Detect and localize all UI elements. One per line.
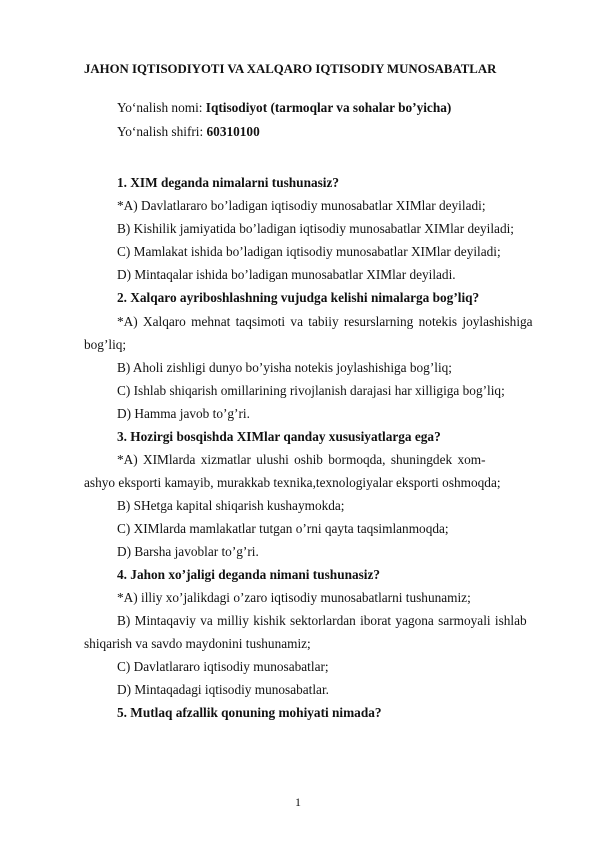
question-1: 1. XIM deganda nimalarni tushunasiz? <box>117 175 340 190</box>
q4-option-c: C) Davlatlararo iqtisodiy munosabatlar; <box>117 659 329 674</box>
code-label: Yo‘nalish shifri: <box>117 124 207 139</box>
question-4: 4. Jahon xo’jaligi deganda nimani tushunasiz? <box>117 567 381 582</box>
q1-option-a: *A) Davlatlararo bo’ladigan iqtisodiy munosabatlar XIMlar deyiladi; <box>117 198 486 213</box>
page-title: JAHON IQTISODIYOTI VA XALQARO IQTISODIY MUNOSABATLAR <box>84 62 497 76</box>
page-number: 1 <box>295 795 301 809</box>
question-5: 5. Mutlaq afzallik qonuning mohiyati nimada? <box>117 705 382 720</box>
q3-option-a-line1: *A) XIMlarda xizmatlar ulushi oshib bormoqda, shuningdek xom- <box>117 452 486 467</box>
q2-option-a-line1: *A) Xalqaro mehnat taqsimoti va tabiiy resurslarning notekis joylashishiga <box>117 314 533 329</box>
question-3: 3. Hozirgi bosqishda XIMlar qanday xususiyatlarga ega? <box>117 429 441 444</box>
direction-value: Iqtisodiyot (tarmoqlar va sohalar bo’yicha) <box>205 100 452 115</box>
direction-label: Yo‘nalish nomi: <box>117 100 206 115</box>
q3-option-c: C) XIMlarda mamlakatlar tutgan o’rni qayta taqsimlanmoqda; <box>117 521 449 536</box>
q4-option-d: D) Mintaqadagi iqtisodiy munosabatlar. <box>117 682 329 697</box>
code-value: 60310100 <box>206 124 260 139</box>
q3-option-b: B) SHetga kapital shiqarish kushaymokda; <box>117 498 345 513</box>
question-2: 2. Xalqaro ayriboshlashning vujudga kelishi nimalarga bog’liq? <box>117 290 480 305</box>
q4-option-a: *A) illiy xo’jalikdagi o’zaro iqtisodiy munosabatlarni tushunamiz; <box>117 590 471 605</box>
direction-line <box>117 100 451 116</box>
q1-option-c: C) Mamlakat ishida bo’ladigan iqtisodiy munosabatlar XIMlar deyiladi; <box>117 244 501 259</box>
q2-option-b: B) Aholi zishligi dunyo bo’yisha notekis joylashishiga bog’liq; <box>117 360 452 375</box>
q3-option-a-line2: ashyo eksporti kamayib, murakkab texnika,texnologiyalar eksporti oshmoqda; <box>84 475 501 490</box>
q4-option-b-line2: shiqarish va savdo maydonini tushunamiz; <box>84 636 311 651</box>
q3-option-d: D) Barsha javoblar to’g’ri. <box>117 544 259 559</box>
q4-option-b-line1: B) Mintaqaviy va milliy kishik sektorlardan iborat yagona sarmoyali ishlab <box>117 613 527 628</box>
q1-option-d: D) Mintaqalar ishida bo’ladigan munosabatlar XIMlar deyiladi. <box>117 267 456 282</box>
q2-option-a-line2: bog’liq; <box>84 337 127 352</box>
q1-option-b: B) Kishilik jamiyatida bo’ladigan iqtisodiy munosabatlar XIMlar deyiladi; <box>117 221 514 236</box>
code-line <box>117 124 260 140</box>
q2-option-d: D) Hamma javob to’g’ri. <box>117 406 250 421</box>
q2-option-c: C) Ishlab shiqarish omillarining rivojlanish darajasi har xilligiga bog’liq; <box>117 383 505 398</box>
